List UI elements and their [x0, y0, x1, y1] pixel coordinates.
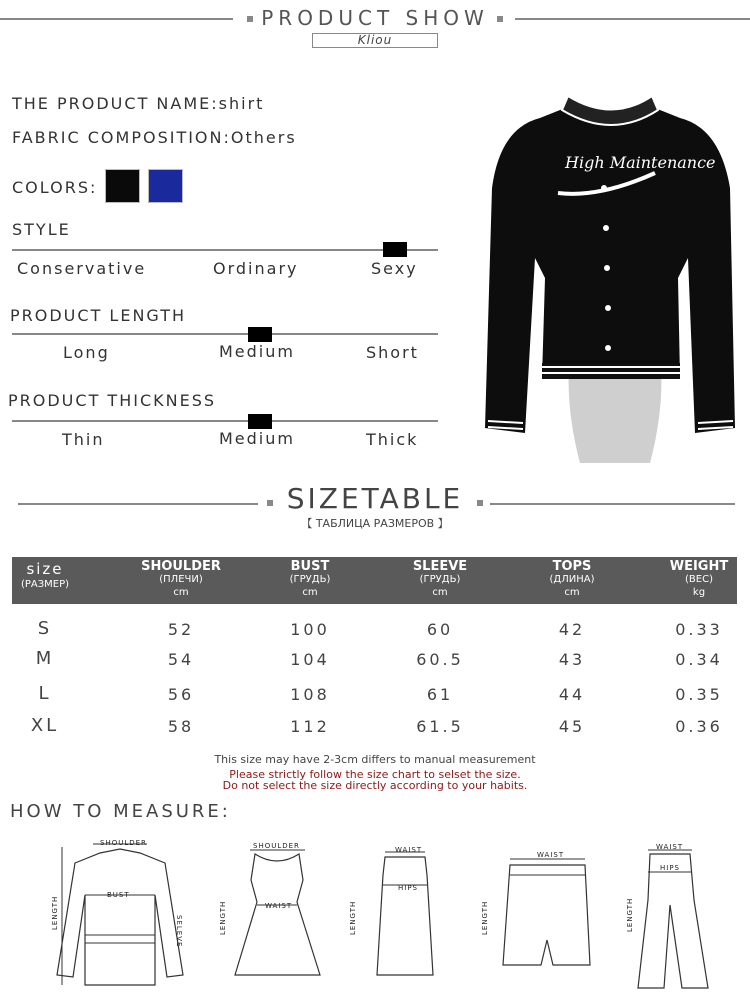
fabric-composition: FABRIC COMPOSITION:Others — [12, 128, 297, 147]
length-title: PRODUCT LENGTH — [10, 306, 187, 325]
table-cell: 104 — [290, 650, 330, 669]
table-cell: 60 — [426, 620, 454, 639]
size-label: S — [37, 618, 53, 639]
sizetable-subtitle: 【 ТАБЛИЦА РАЗМЕРОВ 】 — [301, 517, 449, 530]
measure-diagram-shorts — [475, 845, 605, 975]
svg-text:WAIST: WAIST — [537, 851, 565, 859]
page-title: PRODUCT SHOW — [261, 6, 489, 30]
table-cell: 45 — [558, 717, 586, 736]
length-option: Long — [63, 343, 110, 362]
svg-text:LENGTH: LENGTH — [51, 895, 59, 930]
how-to-measure-title: HOW TO MEASURE: — [10, 801, 231, 822]
svg-text:SHOULDER: SHOULDER — [253, 842, 300, 850]
jacket-embroidery: High Maintenance — [565, 153, 716, 172]
svg-text:HIPS: HIPS — [660, 864, 680, 872]
svg-text:SELEVE: SELEVE — [175, 915, 183, 948]
style-title: STYLE — [12, 220, 71, 239]
table-cell: 0.34 — [675, 650, 723, 669]
table-cell: 44 — [558, 685, 586, 704]
thickness-option: Medium — [219, 429, 295, 448]
thickness-option: Thick — [366, 430, 419, 449]
table-cell: 52 — [167, 620, 195, 639]
table-cell: 60.5 — [416, 650, 464, 669]
col-header-bust: BUST (ГРУДЬ) cm — [289, 559, 331, 598]
table-cell: 112 — [290, 717, 330, 736]
svg-text:LENGTH: LENGTH — [349, 900, 357, 935]
product-photo — [480, 88, 742, 468]
style-option: Conservative — [17, 259, 147, 278]
col-header-sleeve: SLEEVE (ГРУДЬ) cm — [412, 559, 468, 598]
thickness-option: Thin — [62, 430, 105, 449]
colors-label: COLORS: — [12, 178, 98, 197]
table-cell: 54 — [167, 650, 195, 669]
table-cell: 0.36 — [675, 717, 723, 736]
svg-text:WAIST: WAIST — [265, 902, 293, 910]
divider — [490, 503, 735, 505]
divider — [515, 18, 750, 20]
size-warning: Please strictly follow the size chart to selset the size. — [229, 768, 521, 781]
size-note: This size may have 2-3cm differs to manual measurement — [214, 753, 536, 766]
size-label: M — [35, 648, 55, 669]
style-marker — [383, 242, 407, 257]
style-option: Ordinary — [213, 259, 299, 278]
size-label: XL — [30, 715, 60, 736]
divider-dot — [497, 16, 503, 22]
svg-text:BUST: BUST — [107, 891, 130, 899]
thickness-scale — [12, 420, 438, 422]
table-cell: 61.5 — [416, 717, 464, 736]
table-cell: 100 — [290, 620, 330, 639]
col-header-tops: TOPS (ДЛИНА) cm — [549, 559, 595, 598]
col-header-shoulder: SHOULDER (ПЛЕЧИ) cm — [141, 559, 221, 598]
brand-label: Kliou — [312, 33, 438, 48]
svg-text:WAIST: WAIST — [656, 843, 684, 851]
table-cell: 58 — [167, 717, 195, 736]
measure-diagram-skirt — [345, 845, 445, 985]
measure-diagram-dress — [215, 840, 325, 990]
length-scale — [12, 333, 438, 335]
table-cell: 61 — [426, 685, 454, 704]
svg-text:SHOULDER: SHOULDER — [100, 839, 147, 847]
table-cell: 42 — [558, 620, 586, 639]
svg-text:LENGTH: LENGTH — [219, 900, 227, 935]
col-header-weight: WEIGHT (ВЕС) kg — [669, 559, 729, 598]
length-option: Medium — [219, 342, 295, 361]
color-swatch-blue[interactable] — [148, 169, 183, 203]
measure-diagram-jacket — [45, 835, 195, 995]
style-scale — [12, 249, 438, 251]
table-cell: 108 — [290, 685, 330, 704]
length-option: Short — [366, 343, 419, 362]
table-cell: 56 — [167, 685, 195, 704]
length-marker — [248, 327, 272, 342]
col-header-size: size (РАЗМЕР) — [20, 560, 70, 590]
size-table-header — [12, 557, 737, 604]
style-option: Sexy — [371, 259, 418, 278]
svg-text:WAIST: WAIST — [395, 846, 423, 854]
color-swatch-black[interactable] — [105, 169, 140, 203]
thickness-title: PRODUCT THICKNESS — [8, 391, 216, 410]
divider-dot — [477, 500, 483, 506]
table-cell: 0.35 — [675, 685, 723, 704]
size-label: L — [38, 683, 52, 704]
size-warning: Do not select the size directly according to your habits. — [222, 779, 528, 792]
measure-diagram-pants — [620, 840, 730, 995]
table-cell: 0.33 — [675, 620, 723, 639]
svg-text:LENGTH: LENGTH — [626, 897, 634, 932]
svg-text:LENGTH: LENGTH — [481, 900, 489, 935]
sizetable-title: SIZETABLE — [286, 482, 464, 515]
table-cell: 43 — [558, 650, 586, 669]
thickness-marker — [248, 414, 272, 429]
product-name: THE PRODUCT NAME:shirt — [12, 94, 265, 113]
svg-text:HIPS: HIPS — [398, 884, 418, 892]
